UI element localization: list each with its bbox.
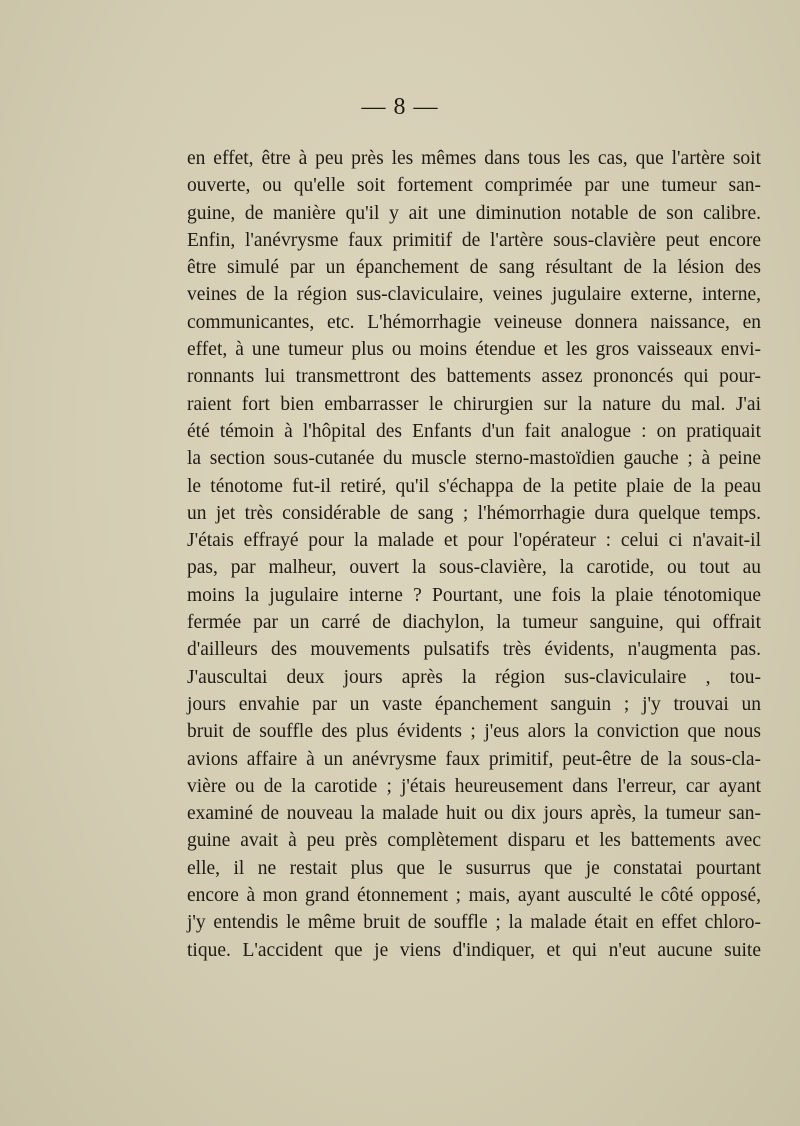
text-line: pas, par malheur, ouvert la sous-clavière, la carotide, ou tout au xyxy=(187,557,761,579)
text-line: veines de la région sus-claviculaire, veines jugulaire externe, interne, xyxy=(187,284,761,306)
text-line: examiné de nouveau la malade huit ou dix jours après, la tumeur san- xyxy=(187,803,761,825)
text-line: la section sous-cutanée du muscle sterno-mastoïdien gauche ; à peine xyxy=(187,448,761,470)
text-line: un jet très considérable de sang ; l'hémorrhagie dura quelque temps. xyxy=(187,502,761,524)
text-line: ouverte, ou qu'elle soit fortement comprimée par une tumeur san- xyxy=(187,175,761,197)
body-text xyxy=(187,145,761,964)
text-line: fermée par un carré de diachylon, la tumeur sanguine, qui offrait xyxy=(187,612,761,634)
text-line: ronnants lui transmettront des battements assez prononcés qui pour- xyxy=(187,366,761,388)
text-line: j'y entendis le même bruit de souffle ; la malade était en effet chloro- xyxy=(187,912,761,934)
text-line: jours envahie par un vaste épanchement sanguin ; j'y trouvai un xyxy=(187,693,761,715)
text-line: être simulé par un épanchement de sang résultant de la lésion des xyxy=(187,257,761,279)
text-line: J'étais effrayé pour la malade et pour l'opérateur : celui ci n'avait-il xyxy=(187,530,761,552)
text-line: bruit de souffle des plus évidents ; j'eus alors la conviction que nous xyxy=(187,721,761,743)
text-line: d'ailleurs des mouvements pulsatifs très évidents, n'augmenta pas. xyxy=(187,639,761,661)
text-line: guine avait à peu près complètement disparu et les battements avec xyxy=(187,830,761,852)
text-line: été témoin à l'hôpital des Enfants d'un fait analogue : on pratiquait xyxy=(187,420,761,442)
text-line: guine, de manière qu'il y ait une diminution notable de son calibre. xyxy=(187,202,761,224)
text-line: tique. L'accident que je viens d'indiquer, et qui n'eut aucune suite xyxy=(187,939,761,961)
text-line: en effet, être à peu près les mêmes dans tous les cas, que l'artère soit xyxy=(187,148,761,169)
text-line: effet, à une tumeur plus ou moins étendue et les gros vaisseaux envi- xyxy=(187,339,761,361)
text-line: J'auscultai deux jours après la région sus-claviculaire , tou- xyxy=(187,666,761,688)
text-line: encore à mon grand étonnement ; mais, ayant ausculté le côté opposé, xyxy=(187,885,761,907)
page-number: — 8 — xyxy=(361,94,439,120)
text-line: moins la jugulaire interne ? Pourtant, une fois la plaie ténotomique xyxy=(187,584,761,606)
text-line: raient fort bien embarrasser le chirurgien sur la nature du mal. J'ai xyxy=(187,393,761,415)
text-line: le ténotome fut-il retiré, qu'il s'échappa de la petite plaie de la peau xyxy=(187,475,761,497)
text-line: avions affaire à un anévrysme faux primitif, peut-être de la sous-cla- xyxy=(187,748,761,770)
text-line: elle, il ne restait plus que le susurrus que je constatai pourtant xyxy=(187,857,761,879)
text-line: communicantes, etc. L'hémorrhagie veineuse donnera naissance, en xyxy=(187,311,761,333)
text-line: vière ou de la carotide ; j'étais heureusement dans l'erreur, car ayant xyxy=(187,775,761,797)
text-line: Enfin, l'anévrysme faux primitif de l'artère sous-clavière peut encore xyxy=(187,229,761,251)
